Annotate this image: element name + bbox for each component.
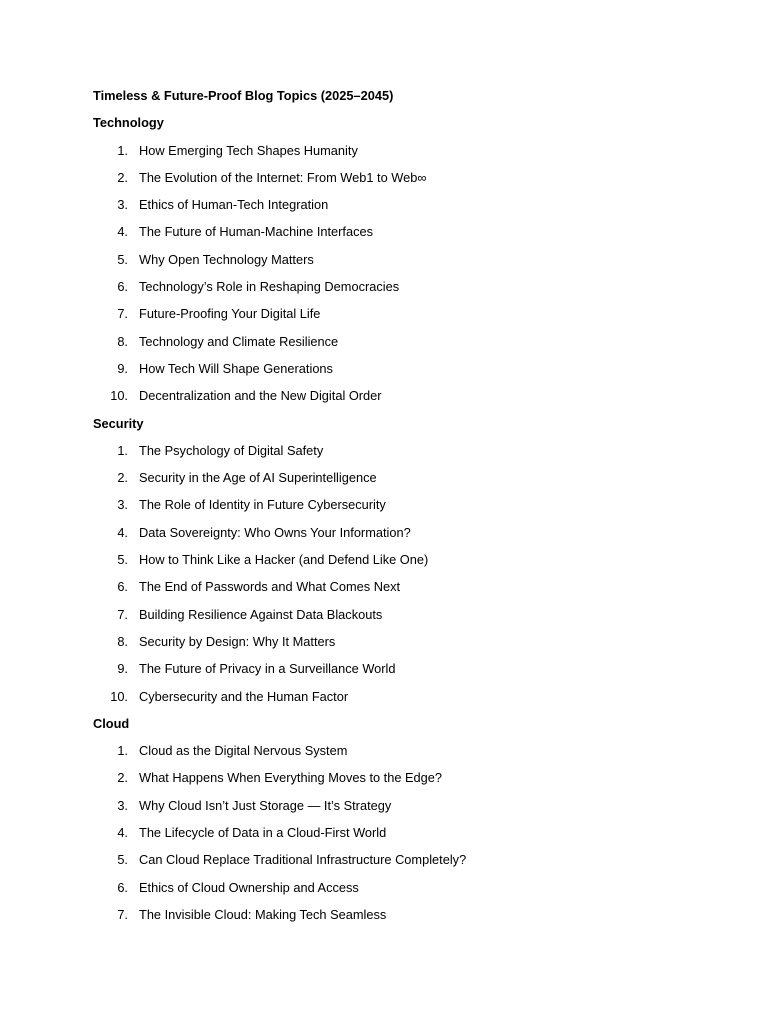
- section-heading-cloud: Cloud: [93, 715, 130, 731]
- list-item-text: The Evolution of the Internet: From Web1 to Web∞: [139, 169, 427, 185]
- list-item: [93, 768, 693, 795]
- list-item-number: 2.: [117, 770, 128, 786]
- list-item: [93, 632, 693, 659]
- list-item: [93, 141, 693, 168]
- list-item: [93, 741, 693, 768]
- list-item-text: Technology and Climate Resilience: [139, 333, 339, 349]
- list-item: [93, 550, 693, 577]
- list-item-text: Data Sovereignty: Who Owns Your Information?: [139, 524, 411, 540]
- list-item-text: Cybersecurity and the Human Factor: [139, 688, 349, 704]
- list-item-number: 9.: [117, 661, 128, 677]
- list-item-number: 8.: [117, 333, 128, 349]
- list-item-text: The Invisible Cloud: Making Tech Seamless: [139, 906, 387, 922]
- list-item: [93, 250, 693, 277]
- list-item: [93, 468, 693, 495]
- list-item-text: Security by Design: Why It Matters: [139, 633, 336, 649]
- list-item: [93, 659, 693, 686]
- numbered-list: [93, 741, 693, 932]
- list-item-number: 9.: [117, 360, 128, 376]
- list-item: [93, 222, 693, 249]
- list-item: [93, 441, 693, 468]
- list-item-text: What Happens When Everything Moves to the Edge?: [139, 770, 443, 786]
- list-item-number: 10.: [110, 688, 128, 704]
- list-item-text: Ethics of Human-Tech Integration: [139, 197, 329, 213]
- list-item-number: 4.: [117, 224, 128, 240]
- list-item-number: 2.: [117, 470, 128, 486]
- list-item-text: The Future of Human-Machine Interfaces: [139, 224, 374, 240]
- list-item: [93, 195, 693, 222]
- list-item: [93, 878, 693, 905]
- list-item-text: The End of Passwords and What Comes Next: [139, 579, 401, 595]
- list-item-number: 6.: [117, 879, 128, 895]
- list-item: [93, 905, 693, 932]
- list-item: [93, 687, 693, 714]
- list-item-number: 6.: [117, 579, 128, 595]
- list-item: [93, 359, 693, 386]
- document-page: [93, 86, 693, 932]
- list-item-text: Why Open Technology Matters: [139, 251, 314, 267]
- list-item-number: 1.: [117, 743, 128, 759]
- list-item-text: The Role of Identity in Future Cybersecurity: [139, 497, 386, 513]
- list-item-number: 7.: [117, 606, 128, 622]
- list-item: [93, 386, 693, 413]
- list-item-number: 5.: [117, 852, 128, 868]
- list-item-text: Can Cloud Replace Traditional Infrastructure Completely?: [139, 852, 467, 868]
- list-item-number: 1.: [117, 142, 128, 158]
- list-item: [93, 168, 693, 195]
- list-item-number: 3.: [117, 197, 128, 213]
- list-item: [93, 796, 693, 823]
- numbered-list: [93, 441, 693, 714]
- section-heading-technology: Technology: [93, 115, 164, 131]
- list-item-number: 5.: [117, 552, 128, 568]
- list-item-text: The Psychology of Digital Safety: [139, 442, 324, 458]
- list-item: [93, 605, 693, 632]
- section-heading-security: Security: [93, 415, 144, 431]
- list-item-number: 10.: [110, 388, 128, 404]
- list-item-text: How to Think Like a Hacker (and Defend Like One): [139, 552, 429, 568]
- list-item-text: Why Cloud Isn’t Just Storage — It’s Strategy: [139, 797, 392, 813]
- list-item-text: Technology’s Role in Reshaping Democracies: [139, 279, 400, 295]
- list-item-text: The Future of Privacy in a Surveillance World: [139, 661, 396, 677]
- list-item-text: Cloud as the Digital Nervous System: [139, 743, 348, 759]
- list-item-number: 8.: [117, 633, 128, 649]
- list-item-text: Decentralization and the New Digital Order: [139, 388, 382, 404]
- list-item-text: How Tech Will Shape Generations: [139, 360, 333, 376]
- list-item: [93, 577, 693, 604]
- list-item: [93, 304, 693, 331]
- list-item-number: 3.: [117, 797, 128, 813]
- list-item: [93, 277, 693, 304]
- list-item-text: The Lifecycle of Data in a Cloud-First World: [139, 825, 387, 841]
- list-item-text: Security in the Age of AI Superintelligence: [139, 470, 377, 486]
- list-item-number: 2.: [117, 169, 128, 185]
- list-item-text: Future-Proofing Your Digital Life: [139, 306, 321, 322]
- document-title: Timeless & Future-Proof Blog Topics (2025–2045): [93, 88, 394, 103]
- list-item: [93, 823, 693, 850]
- list-item: [93, 495, 693, 522]
- list-item-number: 5.: [117, 251, 128, 267]
- list-item-text: How Emerging Tech Shapes Humanity: [139, 142, 358, 158]
- numbered-list: [93, 141, 693, 414]
- list-item-number: 6.: [117, 279, 128, 295]
- list-item-text: Building Resilience Against Data Blackouts: [139, 606, 383, 622]
- list-item: [93, 523, 693, 550]
- list-item-number: 1.: [117, 442, 128, 458]
- list-item-number: 7.: [117, 306, 128, 322]
- list-item-number: 3.: [117, 497, 128, 513]
- list-item-number: 4.: [117, 524, 128, 540]
- list-item-number: 7.: [117, 906, 128, 922]
- list-item: [93, 850, 693, 877]
- list-item-number: 4.: [117, 825, 128, 841]
- list-item: [93, 332, 693, 359]
- sections-container: [93, 113, 693, 932]
- list-item-text: Ethics of Cloud Ownership and Access: [139, 879, 359, 895]
